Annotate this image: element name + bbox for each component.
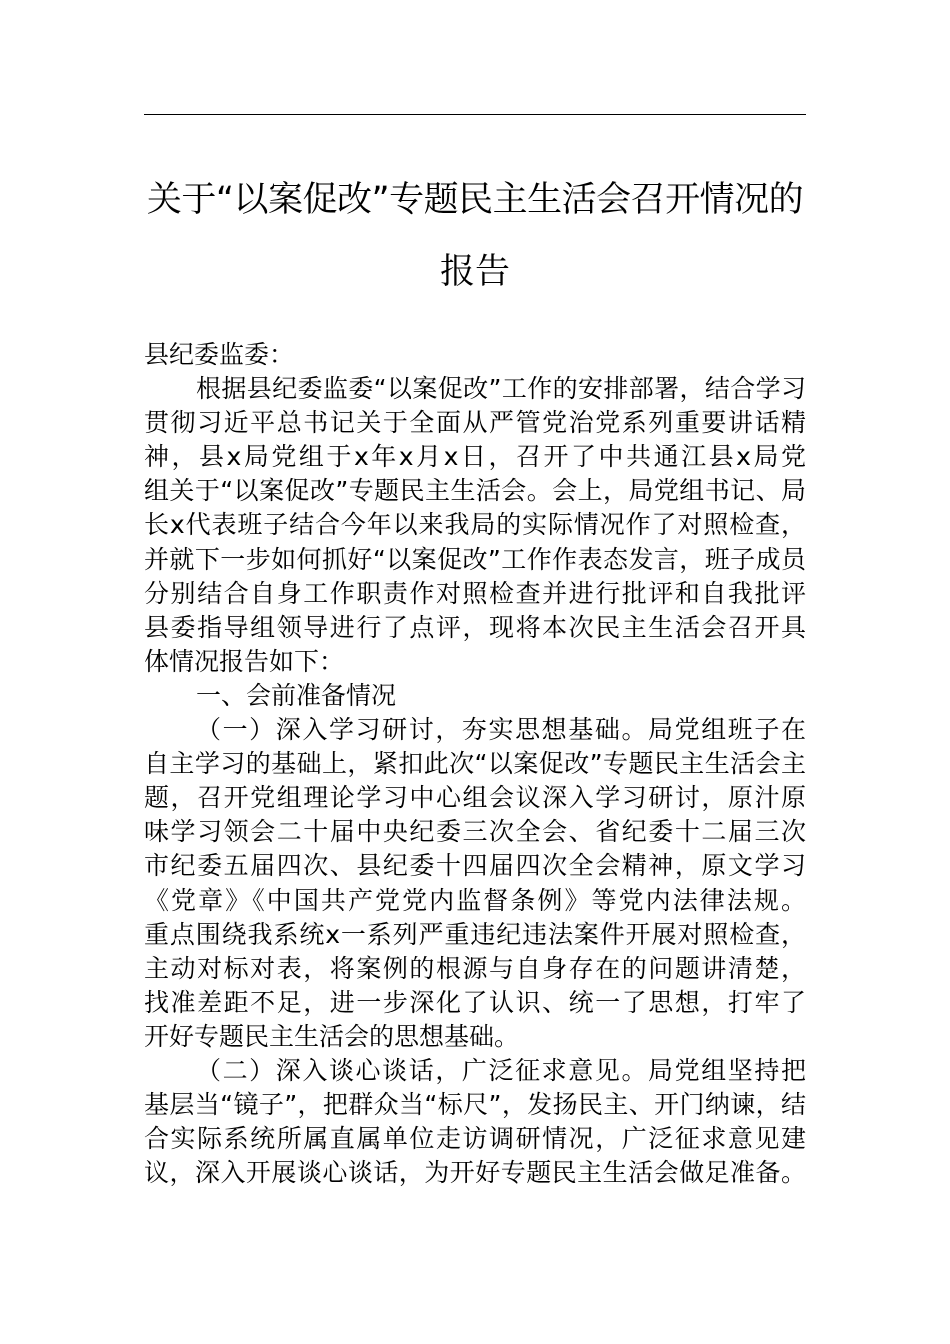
document-body <box>144 338 806 1190</box>
header-rule <box>144 114 806 115</box>
text-line: 组关于“以案促改”专题民主生活会。会上，局党组书记、局 <box>144 476 806 506</box>
paragraph-first-line: 根据县纪委监委“以案促改”工作的安排部署，结合学习 <box>196 374 806 404</box>
paragraph-first-line: 一、会前准备情况 <box>196 680 397 710</box>
text-line: 重点围绕我系统x一系列严重违纪违法案件开展对照检查， <box>144 919 806 949</box>
text-line: 基层当“镜子”，把群众当“标尺”，发扬民主、开门纳谏，结 <box>144 1090 806 1120</box>
text-line: 并就下一步如何抓好“以案促改”工作作表态发言，班子成员 <box>144 544 806 574</box>
text-line: 体情况报告如下： <box>144 646 345 676</box>
text-line: 题，召开党组理论学习中心组会议深入学习研讨，原汁原 <box>144 783 806 813</box>
text-line: 找准差距不足，进一步深化了认识、统一了思想，打牢了 <box>144 987 806 1017</box>
text-line: 议，深入开展谈心谈话，为开好专题民主生活会做足准备。 <box>144 1158 806 1188</box>
text-line: 开好专题民主生活会的思想基础。 <box>144 1021 520 1051</box>
document-title-line-1: 关于“以案促改”专题民主生活会召开情况的 <box>146 180 804 220</box>
text-line: 贯彻习近平总书记关于全面从严管党治党系列重要讲话精 <box>144 408 806 438</box>
salutation: 县纪委监委： <box>144 340 295 369</box>
text-line: 《党章》《中国共产党党内监督条例》等党内法律法规。 <box>144 885 806 915</box>
text-line: 味学习领会二十届中央纪委三次全会、省纪委十二届三次 <box>144 817 806 847</box>
paragraph-first-line: （一）深入学习研讨，夯实思想基础。局党组班子在 <box>196 715 806 745</box>
text-line: 神，县x局党组于x年x月x日，召开了中共通江县x局党 <box>144 442 806 472</box>
text-line: 分别结合自身工作职责作对照检查并进行批评和自我批评 <box>144 578 806 608</box>
text-line: 自主学习的基础上，紧扣此次“以案促改”专题民主生活会主 <box>144 749 806 779</box>
text-line: 县委指导组领导进行了点评，现将本次民主生活会召开具 <box>144 612 806 642</box>
text-line: 合实际系统所属直属单位走访调研情况，广泛征求意见建 <box>144 1124 806 1154</box>
text-line: 主动对标对表，将案例的根源与自身存在的问题讲清楚， <box>144 953 806 983</box>
text-line: 市纪委五届四次、县纪委十四届四次全会精神，原文学习 <box>144 851 806 881</box>
text-line: 长x代表班子结合今年以来我局的实际情况作了对照检查， <box>144 510 806 540</box>
paragraph-first-line: （二）深入谈心谈话，广泛征求意见。局党组坚持把 <box>196 1055 806 1085</box>
document-title-line-2: 报告 <box>439 252 510 292</box>
body-lines <box>144 372 806 1190</box>
